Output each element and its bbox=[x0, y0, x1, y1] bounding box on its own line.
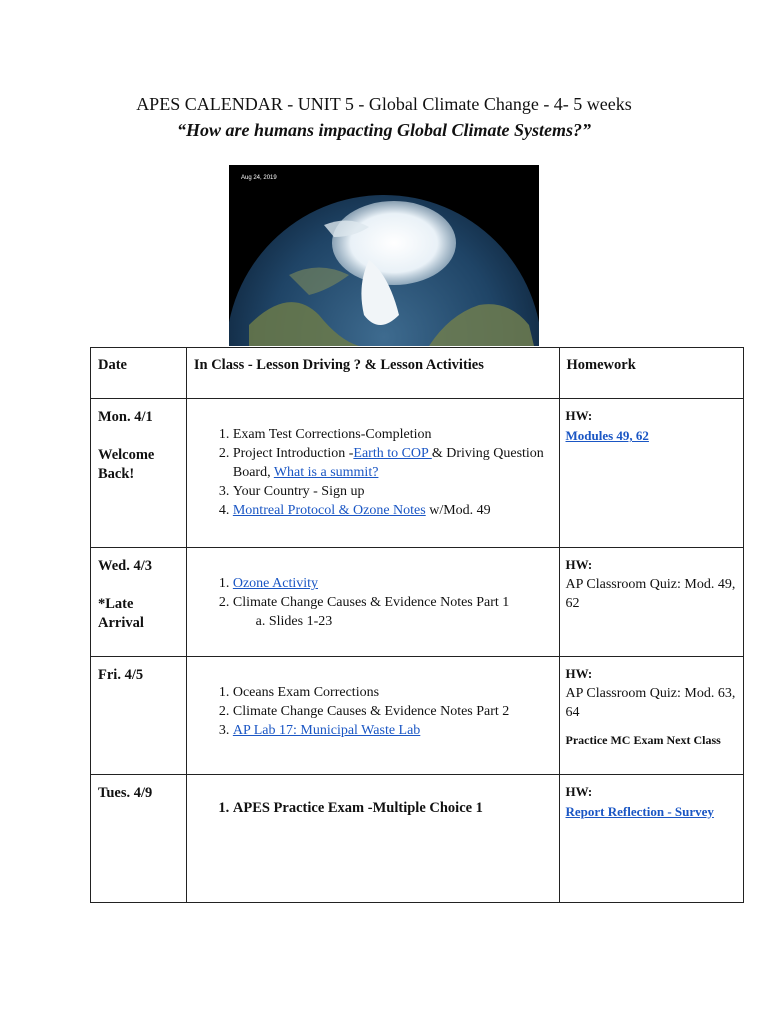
row-date: Wed. 4/3 bbox=[98, 558, 152, 574]
row-date: Mon. 4/1 bbox=[98, 409, 153, 425]
report-reflection-survey-link[interactable]: Report Reflection - Survey bbox=[565, 804, 714, 819]
lesson-list bbox=[187, 425, 555, 520]
lesson-item: 2. Project Introduction -Earth to COP & Driving Question Board, What is a summit? bbox=[233, 444, 555, 482]
lesson-item: 2. Climate Change Causes & Evidence Notes Part 2 bbox=[233, 702, 555, 721]
table-row bbox=[91, 657, 744, 775]
lesson-item bbox=[233, 574, 555, 593]
lesson-list bbox=[187, 799, 555, 818]
table-row bbox=[91, 548, 744, 657]
lesson-item bbox=[233, 721, 555, 740]
row-date: Fri. 4/5 bbox=[98, 667, 144, 683]
lesson-list bbox=[187, 683, 555, 740]
row-note: *Late Arrival bbox=[98, 596, 144, 631]
table-row bbox=[91, 399, 744, 548]
calendar-table bbox=[90, 347, 744, 903]
page-title: APES CALENDAR - UNIT 5 - Global Climate Change - 4- 5 weeks bbox=[136, 94, 632, 114]
what-is-a-summit-link[interactable]: What is a summit? bbox=[273, 465, 379, 480]
sub-lesson-item: a. Slides 1-23 bbox=[269, 612, 555, 631]
modules-49-62-link[interactable]: Modules 49, 62 bbox=[565, 428, 649, 443]
lesson-item: 3. Your Country - Sign up bbox=[233, 482, 555, 501]
montreal-protocol-notes-link[interactable]: Montreal Protocol & Ozone Notes bbox=[232, 503, 426, 518]
earth-to-cop-link[interactable]: Earth to COP bbox=[353, 446, 432, 461]
sub-lesson-list bbox=[233, 612, 555, 631]
page-subtitle: “How are humans impacting Global Climate Systems?” bbox=[176, 120, 592, 140]
hw-text: AP Classroom Quiz: Mod. 49, 62 bbox=[565, 577, 736, 611]
column-header-homework: Homework bbox=[566, 357, 636, 373]
hw-text: AP Classroom Quiz: Mod. 63, 64 bbox=[565, 686, 736, 720]
table-row bbox=[91, 775, 744, 903]
lesson-item: 2. Climate Change Causes & Evidence Notes Part 1 a. Slides 1-23 bbox=[233, 593, 555, 631]
lesson-item: 1. Oceans Exam Corrections bbox=[233, 683, 555, 702]
hw-label: HW: bbox=[565, 557, 593, 572]
hw-label: HW: bbox=[565, 666, 593, 681]
hw-label: HW: bbox=[565, 784, 593, 799]
lesson-item: 1. APES Practice Exam -Multiple Choice 1 bbox=[233, 799, 555, 818]
image-date-label: Aug 24, 2019 bbox=[241, 175, 277, 181]
municipal-waste-lab-link[interactable]: AP Lab 17: Municipal Waste Lab bbox=[232, 723, 421, 738]
lesson-item: 4. Montreal Protocol & Ozone Notes w/Mod. 49 bbox=[233, 501, 555, 520]
globe-graphic bbox=[229, 165, 539, 346]
hw-label: HW: bbox=[565, 408, 593, 423]
lesson-item: 1. Exam Test Corrections-Completion bbox=[233, 425, 555, 444]
row-date: Tues. 4/9 bbox=[98, 785, 153, 801]
lesson-list bbox=[187, 574, 555, 631]
hw-note: Practice MC Exam Next Class bbox=[565, 733, 721, 747]
row-note: Welcome Back! bbox=[98, 447, 155, 482]
arctic-globe-image bbox=[229, 165, 539, 346]
column-header-in-class: In Class - Lesson Driving ? & Lesson Activities bbox=[193, 357, 484, 373]
ozone-activity-link[interactable]: Ozone Activity bbox=[232, 576, 319, 591]
table-header-row bbox=[91, 348, 744, 399]
column-header-date: Date bbox=[98, 357, 127, 373]
